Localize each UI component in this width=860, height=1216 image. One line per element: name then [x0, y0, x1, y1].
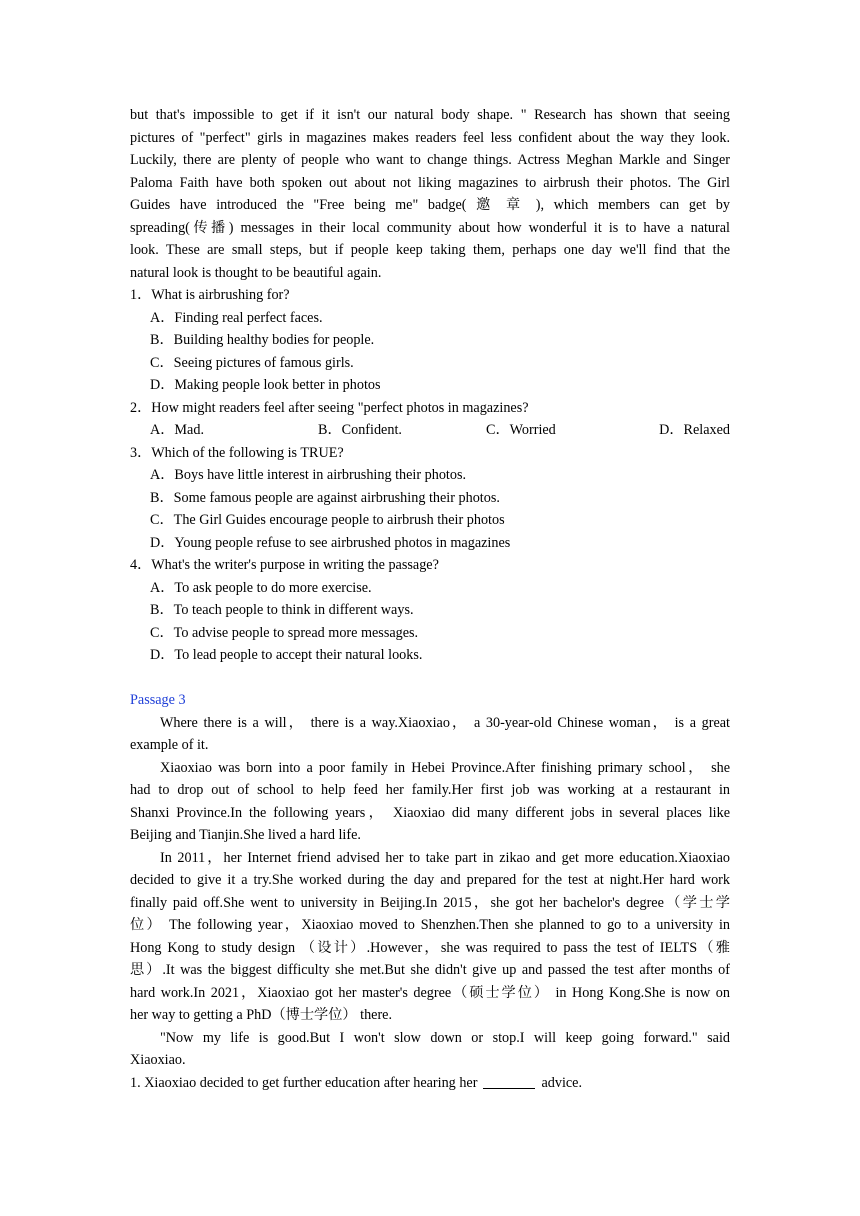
- text-line: Guides have introduced the "Free being me" badge( 邀 章 ), which members can get by: [130, 197, 730, 213]
- option-c[interactable]: C．Seeing pictures of famous girls.: [150, 354, 354, 371]
- text-line: Luckily, there are plenty of people who want to change things. Actress Meghan Markle and Singer: [130, 152, 730, 168]
- question-stem: 3．Which of the following is TRUE?: [130, 444, 344, 461]
- option-a[interactable]: A．Finding real perfect faces.: [150, 309, 323, 326]
- question-text-end: advice.: [541, 1074, 583, 1091]
- question-stem: 1．What is airbrushing for?: [130, 287, 290, 303]
- question-text: 1. Xiaoxiao decided to get further education after hearing her: [130, 1074, 478, 1091]
- text-line: pictures of "perfect" girls in magazines makes readers feel less confident about the way they look.: [130, 129, 730, 146]
- question-2: [130, 397, 730, 442]
- text-line: spreading(传播) messages in their local community about how wonderful it is to have a natural: [130, 219, 730, 236]
- option-d[interactable]: D．Making people look better in photos: [150, 377, 381, 393]
- text-line: Paloma Faith have both spoken out about not liking magazines to airbrush their photos. The Girl: [130, 174, 730, 191]
- option-b[interactable]: B．Some famous people are against airbrushing their photos.: [150, 489, 500, 506]
- option-c[interactable]: C．The Girl Guides encourage people to airbrush their photos: [150, 512, 505, 528]
- text-line: Xiaoxiao.: [130, 1052, 186, 1068]
- question-stem: 2．How might readers feel after seeing "perfect photos in magazines?: [130, 399, 529, 416]
- question-stem: 4．What's the writer's purpose in writing the passage?: [130, 557, 439, 573]
- text-line: 思）.It was the biggest difficulty she met.But she didn't give up and passed the test after months of: [130, 962, 730, 978]
- question-1: [130, 284, 730, 397]
- option-d[interactable]: D．Young people refuse to see airbrushed photos in magazines: [150, 534, 511, 551]
- question-4: [130, 554, 730, 667]
- option-d[interactable]: D．Relaxed: [659, 422, 730, 438]
- spacer: [130, 667, 730, 690]
- option-b[interactable]: B．To teach people to think in different ways.: [150, 602, 414, 618]
- passage-heading: Passage 3: [130, 692, 186, 708]
- text-line: example of it.: [130, 737, 209, 753]
- text-line: but that's impossible to get if it isn't our natural body shape. " Research has shown that seeing: [130, 107, 730, 123]
- text-line: Beijing and Tianjin.She lived a hard life.: [130, 827, 361, 843]
- text-line: 位） The following year，Xiaoxiao moved to Shenzhen.Then she planned to go to a university in: [130, 917, 730, 933]
- passage-3: [130, 689, 730, 1094]
- text-line: Hong Kong to study design （设计）.However，she was required to pass the test of IELTS（雅: [130, 939, 730, 956]
- option-a[interactable]: A．Mad.: [150, 422, 204, 438]
- text-line: "Now my life is good.But I won't slow down or stop.I will keep going forward." said: [160, 1029, 730, 1046]
- text-line: had to drop out of school to help feed her family.Her first job was working at a restaurant in: [130, 782, 730, 798]
- text-line: look. These are small steps, but if people keep taking them, perhaps one day we'll find that the: [130, 242, 730, 258]
- text-line: decided to give it a try.She worked during the day and prepared for the test at night.Her hard work: [130, 872, 730, 888]
- option-d[interactable]: D．To lead people to accept their natural looks.: [150, 647, 423, 663]
- option-b[interactable]: B．Confident.: [318, 422, 402, 438]
- text-line: her way to getting a PhD（博士学位） there.: [130, 1007, 393, 1023]
- option-b[interactable]: B．Building healthy bodies for people.: [150, 332, 375, 348]
- text-line: Where there is a will， there is a way.Xiaoxiao， a 30-year-old Chinese woman， is a great: [160, 714, 730, 731]
- option-c[interactable]: C．Worried: [486, 422, 556, 438]
- question-3: [130, 442, 730, 555]
- option-c[interactable]: C．To advise people to spread more messages.: [150, 624, 419, 641]
- text-line: Shanxi Province.In the following years， Xiaoxiao did many different jobs in several places like: [130, 804, 730, 821]
- option-a[interactable]: A．To ask people to do more exercise.: [150, 579, 372, 596]
- option-a[interactable]: A．Boys have little interest in airbrushing their photos.: [150, 467, 467, 483]
- text-line: natural look is thought to be beautiful again.: [130, 264, 382, 281]
- text-line: finally paid off.She went to university in Beijing.In 2015，she got her bachelor's degree（学士学: [130, 894, 730, 911]
- options-row: [130, 419, 730, 442]
- text-line: hard work.In 2021，Xiaoxiao got her master's degree（硕士学位） in Hong Kong.She is now on: [130, 984, 730, 1001]
- answer-blank[interactable]: [483, 1074, 535, 1089]
- fill-in-question: [130, 1072, 730, 1095]
- text-line: In 2011，her Internet friend advised her to take part in zikao and get more education.Xiaoxiao: [160, 849, 730, 866]
- passage-2-tail: [130, 104, 730, 284]
- document-page: [130, 104, 730, 1094]
- text-line: Xiaoxiao was born into a poor family in Hebei Province.After finishing primary school， she: [160, 759, 730, 776]
